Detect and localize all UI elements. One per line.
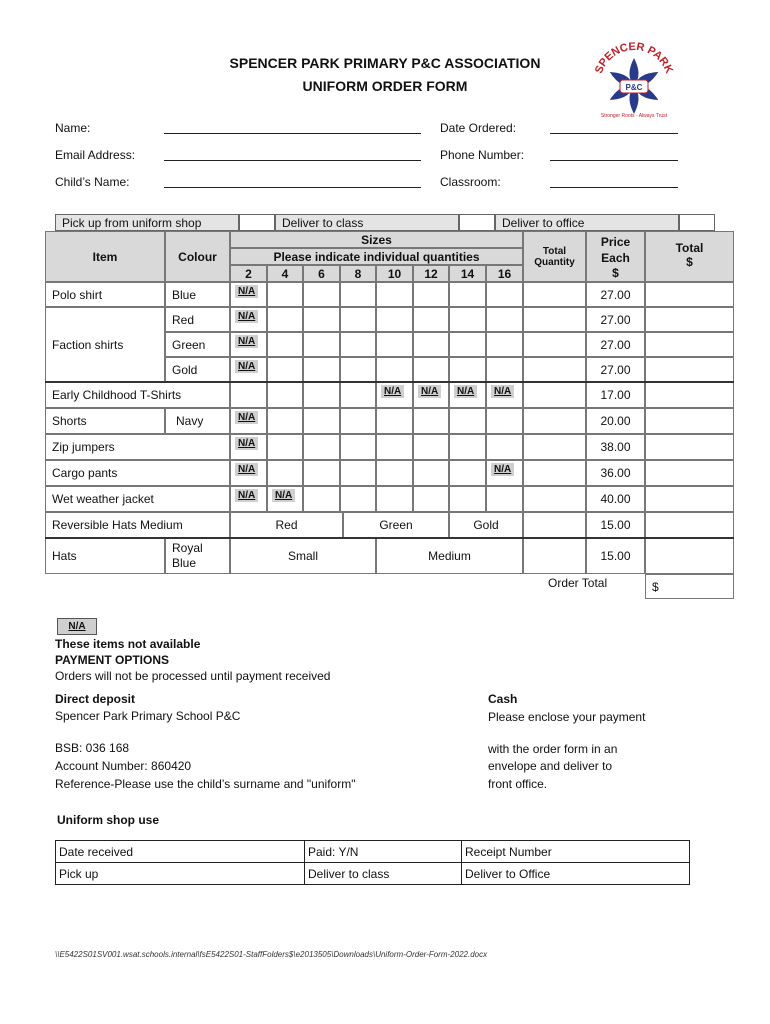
faction-green-size-16-qty[interactable]	[486, 332, 523, 357]
cash-line-2: with the order form in an	[488, 742, 618, 756]
not-available-marker: N/A	[454, 385, 477, 398]
deliver-office-checkbox[interactable]	[679, 214, 715, 231]
date-ordered-input-line[interactable]	[550, 133, 678, 134]
item-header: Item	[45, 231, 165, 282]
faction-colour-red: Red	[165, 307, 230, 332]
faction-gold-size-8-qty[interactable]	[340, 357, 376, 382]
price-each-header	[586, 231, 645, 282]
wet-size-14-qty[interactable]	[449, 486, 486, 512]
paid-cell[interactable]: Paid: Y/N	[305, 841, 462, 863]
cargo-size-4-qty[interactable]	[267, 460, 303, 486]
price-dollar-label: $	[612, 265, 619, 280]
hats-item: Hats	[45, 538, 165, 574]
faction-green-size-2-qty	[230, 332, 267, 357]
wet-line-total[interactable]	[645, 486, 734, 512]
uniform-shop-use-heading: Uniform shop use	[57, 813, 160, 827]
hat-medium-option[interactable]: Medium	[376, 538, 523, 574]
faction-gold-size-16-qty[interactable]	[486, 357, 523, 382]
cargo-size-8-qty[interactable]	[340, 460, 376, 486]
faction-red-size-14-qty[interactable]	[449, 307, 486, 332]
cargo-size-2-qty	[230, 460, 267, 486]
zip-size-10-qty[interactable]	[376, 434, 413, 460]
not-available-marker: N/A	[235, 463, 258, 476]
logo-badge-text: P&C	[625, 83, 643, 92]
faction-red-price: 27.00	[586, 307, 645, 332]
size-8-header: 8	[340, 265, 376, 282]
row-separator	[45, 537, 734, 539]
date-received-cell[interactable]: Date received	[56, 841, 305, 863]
faction-gold-size-10-qty[interactable]	[376, 357, 413, 382]
polo-size-2-qty	[230, 282, 267, 307]
early-size-14-qty	[449, 382, 486, 408]
size-12-header: 12	[413, 265, 449, 282]
faction-green-size-12-qty[interactable]	[413, 332, 449, 357]
na-legend-text: These items not available	[55, 637, 201, 651]
row-separator	[45, 381, 734, 383]
faction-gold-line-total[interactable]	[645, 357, 734, 382]
early-size-16-qty	[486, 382, 523, 408]
polo-shirt-item: Polo shirt	[45, 282, 165, 307]
faction-green-price: 27.00	[586, 332, 645, 357]
not-available-marker: N/A	[272, 489, 295, 502]
cargo-size-10-qty[interactable]	[376, 460, 413, 486]
faction-green-line-total[interactable]	[645, 332, 734, 357]
date-ordered-label: Date Ordered:	[440, 121, 517, 135]
cargo-size-6-qty[interactable]	[303, 460, 340, 486]
shorts-size-8-qty[interactable]	[340, 408, 376, 434]
na-legend-swatch: N/A	[57, 618, 97, 635]
deliver-to-office-cell[interactable]: Deliver to Office	[462, 863, 690, 885]
cash-line-4: front office.	[488, 777, 548, 791]
total-header	[645, 231, 734, 282]
shorts-colour: Navy	[165, 408, 230, 434]
shorts-size-10-qty[interactable]	[376, 408, 413, 434]
cargo-size-14-qty[interactable]	[449, 460, 486, 486]
uniform-shop-use-table	[55, 840, 690, 885]
faction-red-size-8-qty[interactable]	[340, 307, 376, 332]
logo-arc-text: SPENCER PARK	[592, 40, 676, 76]
zip-size-14-qty[interactable]	[449, 434, 486, 460]
cash-heading: Cash	[488, 692, 518, 706]
reversible-hat-green-option[interactable]: Green	[343, 512, 449, 538]
classroom-label: Classroom:	[440, 175, 501, 189]
early-size-2-qty[interactable]	[230, 382, 267, 408]
total-dollar-label: $	[686, 255, 693, 269]
shorts-price: 20.00	[586, 408, 645, 434]
faction-green-size-10-qty[interactable]	[376, 332, 413, 357]
faction-red-total-quantity[interactable]	[523, 307, 586, 332]
size-16-header: 16	[486, 265, 523, 282]
wet-size-2-qty	[230, 486, 267, 512]
faction-colour-green: Green	[165, 332, 230, 357]
wet-size-4-qty	[267, 486, 303, 512]
cash-line-3: envelope and deliver to	[488, 759, 613, 773]
faction-red-size-4-qty[interactable]	[267, 307, 303, 332]
hat-small-option[interactable]: Small	[230, 538, 376, 574]
zip-line-total[interactable]	[645, 434, 734, 460]
faction-red-size-2-qty	[230, 307, 267, 332]
not-available-marker: N/A	[235, 335, 258, 348]
cargo-price: 36.00	[586, 460, 645, 486]
wet-price: 40.00	[586, 486, 645, 512]
polo-size-6-qty[interactable]	[303, 282, 340, 307]
order-total-value[interactable]: $	[645, 574, 734, 599]
name-input-line[interactable]	[164, 133, 421, 134]
hats-colour: Royal Blue	[165, 538, 230, 574]
classroom-input-line[interactable]	[550, 187, 678, 188]
cargo-total-quantity[interactable]	[523, 460, 586, 486]
not-available-marker: N/A	[235, 489, 258, 502]
size-4-header: 4	[267, 265, 303, 282]
faction-green-size-6-qty[interactable]	[303, 332, 340, 357]
faction-green-size-14-qty[interactable]	[449, 332, 486, 357]
zip-total-quantity[interactable]	[523, 434, 586, 460]
hats-price: 15.00	[586, 538, 645, 574]
faction-red-line-total[interactable]	[645, 307, 734, 332]
hats-line-total[interactable]	[645, 538, 734, 574]
cargo-pants-item: Cargo pants	[45, 460, 230, 486]
shorts-total-quantity[interactable]	[523, 408, 586, 434]
direct-deposit-account-name: Spencer Park Primary School P&C	[55, 709, 241, 723]
shorts-line-total[interactable]	[645, 408, 734, 434]
faction-red-size-16-qty[interactable]	[486, 307, 523, 332]
faction-red-size-12-qty[interactable]	[413, 307, 449, 332]
polo-size-8-qty[interactable]	[340, 282, 376, 307]
zip-size-16-qty[interactable]	[486, 434, 523, 460]
early-size-10-qty	[376, 382, 413, 408]
faction-shirts-item: Faction shirts	[45, 307, 165, 382]
early-size-6-qty[interactable]	[303, 382, 340, 408]
reversible-hat-gold-option[interactable]: Gold	[449, 512, 523, 538]
name-label: Name:	[55, 121, 91, 135]
pickup-option-label: Pick up from uniform shop	[55, 214, 239, 231]
polo-price: 27.00	[586, 282, 645, 307]
email-input-line[interactable]	[164, 160, 421, 161]
shorts-size-14-qty[interactable]	[449, 408, 486, 434]
direct-deposit-bsb: BSB: 036 168	[55, 741, 130, 755]
total-quantity-header: Total Quantity	[523, 231, 586, 282]
child-name-label: Child’s Name:	[55, 175, 130, 189]
zip-jumpers-item: Zip jumpers	[45, 434, 230, 460]
cargo-size-12-qty[interactable]	[413, 460, 449, 486]
not-available-marker: N/A	[235, 411, 258, 424]
size-10-header: 10	[376, 265, 413, 282]
polo-size-14-qty[interactable]	[449, 282, 486, 307]
zip-price: 38.00	[586, 434, 645, 460]
form-title-line1: SPENCER PARK PRIMARY P&C ASSOCIATION	[229, 55, 541, 71]
faction-green-size-4-qty[interactable]	[267, 332, 303, 357]
faction-colour-gold: Gold	[165, 357, 230, 382]
zip-size-12-qty[interactable]	[413, 434, 449, 460]
faction-red-size-10-qty[interactable]	[376, 307, 413, 332]
not-available-marker: N/A	[418, 385, 441, 398]
not-available-marker: N/A	[235, 437, 258, 450]
early-size-4-qty[interactable]	[267, 382, 303, 408]
wet-size-8-qty[interactable]	[340, 486, 376, 512]
table-row	[56, 863, 690, 885]
not-available-marker: N/A	[491, 463, 514, 476]
early-childhood-tshirts-item: Early Childhood T-Shirts	[45, 382, 230, 408]
faction-gold-total-quantity[interactable]	[523, 357, 586, 382]
polo-shirt-colour: Blue	[165, 282, 230, 307]
faction-gold-size-4-qty[interactable]	[267, 357, 303, 382]
indicate-quantities-header: Please indicate individual quantities	[230, 248, 523, 265]
hats-total-quantity[interactable]	[523, 538, 586, 574]
not-available-marker: N/A	[235, 360, 258, 373]
shorts-size-12-qty[interactable]	[413, 408, 449, 434]
rev-hats-price: 15.00	[586, 512, 645, 538]
logo-motto: Stronger Roots - Always Trust	[600, 113, 668, 119]
not-available-marker: N/A	[235, 285, 258, 298]
shorts-item: Shorts	[45, 408, 165, 434]
school-logo	[588, 40, 680, 120]
email-label: Email Address:	[55, 148, 136, 162]
colour-header: Colour	[165, 231, 230, 282]
rev-hats-total-quantity[interactable]	[523, 512, 586, 538]
shorts-size-2-qty	[230, 408, 267, 434]
wet-weather-jacket-item: Wet weather jacket	[45, 486, 230, 512]
wet-size-6-qty[interactable]	[303, 486, 340, 512]
zip-size-4-qty[interactable]	[267, 434, 303, 460]
sizes-header: Sizes	[230, 231, 523, 248]
not-available-marker: N/A	[491, 385, 514, 398]
polo-size-10-qty[interactable]	[376, 282, 413, 307]
wet-size-10-qty[interactable]	[376, 486, 413, 512]
polo-size-12-qty[interactable]	[413, 282, 449, 307]
pickup-checkbox[interactable]	[239, 214, 275, 231]
order-total-label: Order Total	[548, 576, 608, 590]
reversible-hats-item: Reversible Hats Medium	[45, 512, 230, 538]
zip-size-2-qty	[230, 434, 267, 460]
footer-file-path: \\E5422S01SV001.wsat.schools.internal\fsE5422S01-StaffFolders$\e2013505\Downloads\Uniform-Order-Form-2022.docx	[55, 950, 488, 959]
shorts-size-4-qty[interactable]	[267, 408, 303, 434]
zip-size-8-qty[interactable]	[340, 434, 376, 460]
total-label: Total	[675, 241, 704, 255]
early-line-total[interactable]	[645, 382, 734, 408]
early-size-12-qty	[413, 382, 449, 408]
faction-green-size-8-qty[interactable]	[340, 332, 376, 357]
pick-up-cell[interactable]: Pick up	[56, 863, 305, 885]
size-6-header: 6	[303, 265, 340, 282]
shorts-size-6-qty[interactable]	[303, 408, 340, 434]
deliver-class-checkbox[interactable]	[459, 214, 495, 231]
early-size-8-qty[interactable]	[340, 382, 376, 408]
size-2-header: 2	[230, 265, 267, 282]
deliver-office-option-label: Deliver to office	[495, 214, 679, 231]
polo-size-4-qty[interactable]	[267, 282, 303, 307]
deliver-to-class-cell[interactable]: Deliver to class	[305, 863, 462, 885]
not-available-marker: N/A	[381, 385, 404, 398]
payment-note: Orders will not be processed until payment received	[55, 669, 331, 683]
faction-gold-size-14-qty[interactable]	[449, 357, 486, 382]
faction-gold-price: 27.00	[586, 357, 645, 382]
direct-deposit-reference: Reference-Please use the child’s surname and "uniform"	[55, 777, 356, 791]
receipt-number-cell[interactable]: Receipt Number	[462, 841, 690, 863]
cargo-line-total[interactable]	[645, 460, 734, 486]
price-each-label: Price Each	[600, 234, 631, 265]
cash-line-1: Please enclose your payment	[488, 710, 646, 724]
phone-input-line[interactable]	[550, 160, 678, 161]
faction-gold-size-6-qty[interactable]	[303, 357, 340, 382]
early-total-quantity[interactable]	[523, 382, 586, 408]
child-name-input-line[interactable]	[164, 187, 421, 188]
payment-options-heading: PAYMENT OPTIONS	[55, 653, 170, 667]
early-price: 17.00	[586, 382, 645, 408]
not-available-marker: N/A	[235, 310, 258, 323]
deliver-class-option-label: Deliver to class	[275, 214, 459, 231]
wet-size-16-qty[interactable]	[486, 486, 523, 512]
wet-total-quantity[interactable]	[523, 486, 586, 512]
direct-deposit-account-number: Account Number: 860420	[55, 759, 192, 773]
faction-green-total-quantity[interactable]	[523, 332, 586, 357]
faction-red-size-6-qty[interactable]	[303, 307, 340, 332]
table-row	[56, 841, 690, 863]
polo-total-quantity[interactable]	[523, 282, 586, 307]
phone-label: Phone Number:	[440, 148, 525, 162]
shorts-size-16-qty[interactable]	[486, 408, 523, 434]
faction-gold-size-2-qty	[230, 357, 267, 382]
polo-size-16-qty[interactable]	[486, 282, 523, 307]
rev-hats-line-total[interactable]	[645, 512, 734, 538]
zip-size-6-qty[interactable]	[303, 434, 340, 460]
size-14-header: 14	[449, 265, 486, 282]
polo-line-total[interactable]	[645, 282, 734, 307]
direct-deposit-heading: Direct deposit	[55, 692, 136, 706]
cargo-size-16-qty	[486, 460, 523, 486]
reversible-hat-red-option[interactable]: Red	[230, 512, 343, 538]
faction-gold-size-12-qty[interactable]	[413, 357, 449, 382]
form-title-line2: UNIFORM ORDER FORM	[302, 78, 468, 94]
wet-size-12-qty[interactable]	[413, 486, 449, 512]
